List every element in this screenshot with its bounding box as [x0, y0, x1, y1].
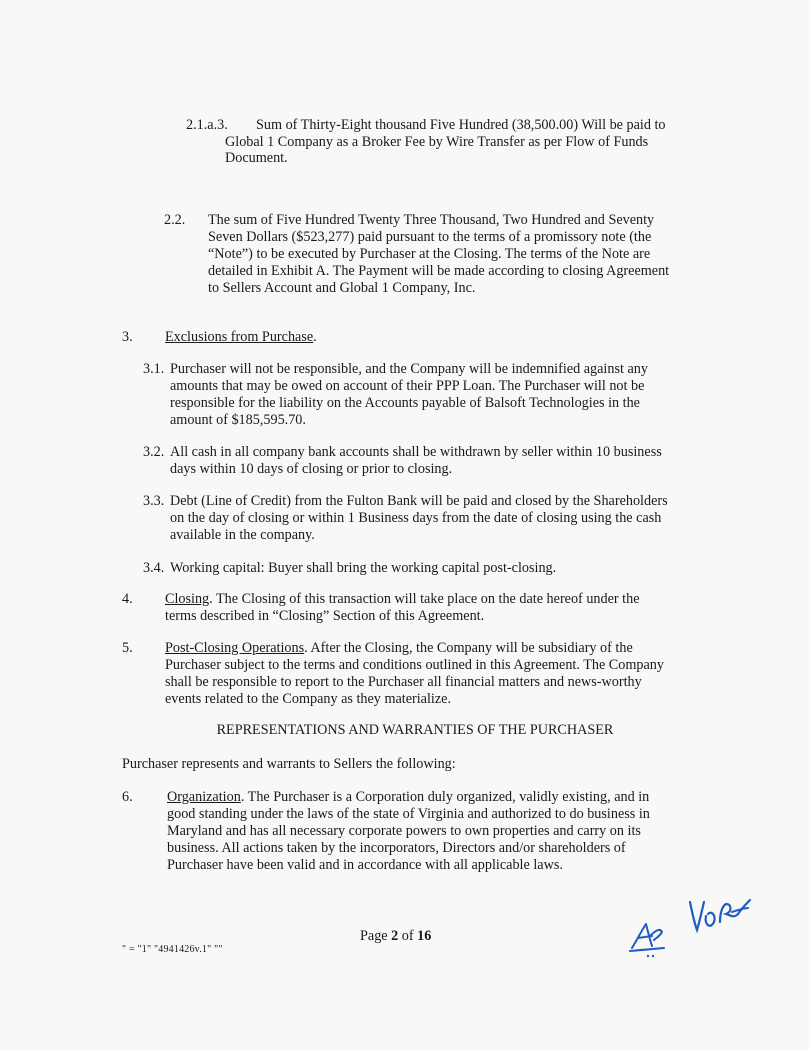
clause-number: 2.1.a.3.: [186, 117, 228, 133]
section-title: Post-Closing Operations: [165, 640, 305, 656]
clause-text-line: Debt (Line of Credit) from the Fulton Bank will be paid and closed by the Shareholders: [170, 493, 668, 509]
clause-text-line: available in the company.: [170, 527, 315, 543]
section-number: 5.: [122, 640, 133, 656]
clause-text-line: detailed in Exhibit A. The Payment will be made according to closing Agreement: [208, 263, 670, 279]
clause-text-line: All cash in all company bank accounts shall be withdrawn by seller within 10 business: [170, 444, 662, 460]
page-of: of: [398, 928, 418, 944]
clause-text-line: business. All actions taken by the incorporators, Directors and/or shareholders of: [167, 840, 626, 856]
clause-text-line: Global 1 Company as a Broker Fee by Wire Transfer as per Flow of Funds: [225, 134, 649, 150]
document-id: " = "1" "4941426v.1" "": [122, 944, 223, 955]
clause-text-line: Purchaser have been valid and in accordance with all applicable laws.: [167, 857, 563, 873]
clause-text-line: responsible for the liability on the Accounts payable of Balsoft Technologies in the: [170, 395, 640, 411]
clause-number: 3.3.: [143, 493, 165, 509]
intro-text: Purchaser represents and warrants to Sellers the following:: [122, 756, 456, 772]
section-title: Exclusions from Purchase: [165, 329, 314, 345]
clause-text-line: Maryland and has all necessary corporate powers to own properties and carry on its: [167, 823, 641, 839]
section-number: 3.: [122, 329, 133, 345]
section-text: . After the Closing, the Company will be subsidiary of the: [304, 640, 633, 656]
clause-number: 2.2.: [164, 212, 186, 228]
clause-text-line: Seven Dollars ($523,277) paid pursuant to the terms of a promissory note (the: [208, 229, 652, 245]
page-number: 2: [391, 928, 399, 944]
section-title: Closing: [165, 591, 210, 607]
clause-text-line: Sum of Thirty-Eight thousand Five Hundred (38,500.00) Will be paid to: [256, 117, 666, 133]
section-heading: REPRESENTATIONS AND WARRANTIES OF THE PURCHASER: [216, 722, 614, 738]
clause-text-line: Purchaser will not be responsible, and the Company will be indemnified against any: [170, 361, 648, 377]
section-title-punct: .: [313, 329, 317, 345]
section-first-line: [167, 789, 649, 805]
clause-text-line: to Sellers Account and Global 1 Company, Inc.: [208, 280, 476, 296]
section-text: . The Closing of this transaction will take place on the date hereof under the: [209, 591, 640, 607]
clause-text-line: on the day of closing or within 1 Business days from the date of closing using the cash: [170, 510, 662, 526]
clause-text-line: events related to the Company as they materialize.: [165, 691, 452, 707]
section-first-line: [165, 591, 640, 607]
clause-text-line: The sum of Five Hundred Twenty Three Thousand, Two Hundred and Seventy: [208, 212, 655, 228]
section-text: . The Purchaser is a Corporation duly organized, validly existing, and in: [240, 789, 650, 805]
clause-number: 3.1.: [143, 361, 165, 377]
clause-text-line: amounts that may be owed on account of their PPP Loan. The Purchaser will not be: [170, 378, 645, 394]
clause-text-line: terms described in “Closing” Section of this Agreement.: [165, 608, 485, 624]
clause-text-line: amount of $185,595.70.: [170, 412, 306, 428]
clause-text-line: days within 10 days of closing or prior to closing.: [170, 461, 453, 477]
clause-number: 3.2.: [143, 444, 165, 460]
clause-text-line: Document.: [225, 150, 288, 166]
clause-text-line: “Note”) to be executed by Purchaser at the Closing. The terms of the Note are: [208, 246, 651, 262]
section-number: 6.: [122, 789, 133, 805]
section-number: 4.: [122, 591, 133, 607]
page-footer: [360, 928, 431, 945]
page-total: 16: [417, 928, 432, 944]
page-label: Page: [360, 928, 392, 944]
clause-number: 3.4.: [143, 560, 165, 576]
section-title: Organization: [167, 789, 241, 805]
initials-signature-2: [686, 892, 754, 936]
initials-signature-1: [628, 918, 668, 958]
clause-text-line: Working capital: Buyer shall bring the working capital post-closing.: [170, 560, 557, 576]
clause-text-line: shall be responsible to report to the Purchaser all financial matters and news-worthy: [165, 674, 642, 690]
section-first-line: [165, 640, 633, 656]
clause-text-line: Purchaser subject to the terms and conditions outlined in this Agreement. The Company: [165, 657, 664, 673]
clause-text-line: good standing under the laws of the state of Virginia and authorized to do business in: [167, 806, 650, 822]
section-title-line: [165, 329, 317, 345]
